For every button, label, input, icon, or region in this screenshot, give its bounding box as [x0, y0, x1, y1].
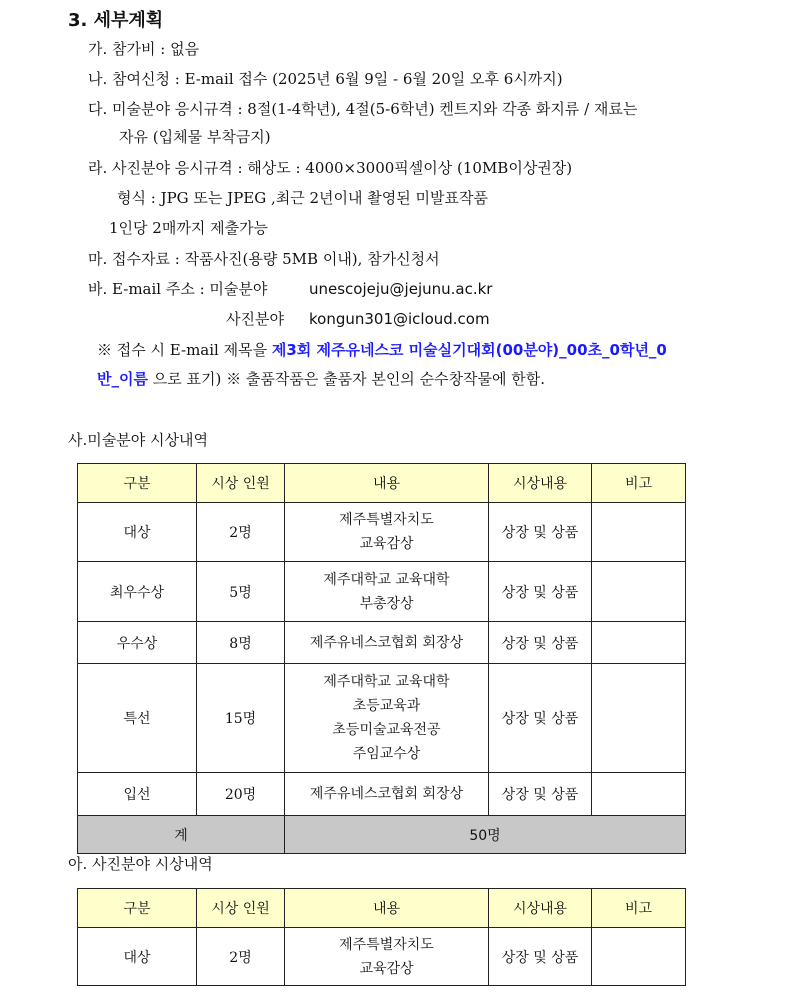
- row-content: [285, 562, 489, 622]
- row-count: 8명: [197, 622, 285, 664]
- header-count: 시상 인원: [197, 464, 285, 503]
- content-line: 제주유네스코협회 회장상: [309, 786, 464, 802]
- row-note: [592, 664, 686, 773]
- row-note: [592, 503, 686, 562]
- row-content: [285, 928, 489, 986]
- header-count: 시상 인원: [197, 889, 285, 928]
- header-note: 비고: [592, 464, 686, 503]
- content-line: 교육감상: [359, 960, 414, 977]
- note-line-1: [97, 340, 667, 360]
- section-title: 3. 세부계획: [68, 10, 164, 31]
- note-prefix: ※ 접수 시 E-mail 제목을: [97, 341, 272, 359]
- table-row: [78, 562, 686, 622]
- table-row: [78, 773, 686, 816]
- content-line: 주임교수상: [352, 746, 421, 762]
- row-note: [592, 622, 686, 664]
- apply-line: 나. 참여신청 : E-mail 접수 (2025년 6월 9일 - 6월 20일 오후 6시까지): [88, 70, 563, 88]
- header-category: 구분: [78, 464, 197, 503]
- row-prize: 상장 및 상품: [489, 928, 592, 986]
- row-category: 대상: [78, 503, 197, 562]
- row-count: 5명: [197, 562, 285, 622]
- table-row: [78, 503, 686, 562]
- row-category: 입선: [78, 773, 197, 816]
- header-content: 내용: [285, 889, 489, 928]
- row-category: 특선: [78, 664, 197, 773]
- row-note: [592, 562, 686, 622]
- photo-awards-table: [77, 888, 686, 986]
- header-prize: 시상내용: [489, 464, 592, 503]
- row-content: [285, 773, 489, 816]
- fee-line: 가. 참가비 : 없음: [88, 40, 200, 58]
- email-photo[interactable]: kongun301@icloud.com: [309, 310, 490, 328]
- content-line: 초등미술교육전공: [332, 722, 441, 738]
- row-category: 대상: [78, 928, 197, 986]
- table-header-row: [78, 889, 686, 928]
- materials-line: 마. 접수자료 : 작품사진(용량 5MB 이내), 참가신청서: [88, 250, 440, 268]
- header-prize: 시상내용: [489, 889, 592, 928]
- content-line: 제주유네스코협회 회장상: [309, 634, 464, 651]
- note-subject-format-2: 반_이름: [97, 370, 148, 388]
- row-content: [285, 503, 489, 562]
- content-line: 제주대학교 교육대학: [323, 674, 450, 690]
- content-line: 제주특별자치도: [339, 936, 434, 953]
- row-note: [592, 928, 686, 986]
- photo-rule-line-1: 라. 사진분야 응시규격 : 해상도 : 4000×3000픽셀이상 (10MB이상권장): [88, 159, 573, 177]
- photo-awards-title: 아. 사진분야 시상내역: [68, 855, 213, 873]
- art-rule-line-1: 다. 미술분야 응시규격 : 8절(1-4학년), 4절(5-6학년) 켄트지와 각종 화지류 / 재료는: [88, 100, 638, 118]
- content-line: 교육감상: [359, 536, 414, 552]
- content-line: 제주대학교 교육대학: [323, 571, 450, 588]
- content-line: 초등교육과: [352, 698, 421, 714]
- row-count: 2명: [197, 503, 285, 562]
- email-art[interactable]: unescojeju@jejunu.ac.kr: [309, 280, 493, 298]
- art-rule-line-2: 자유 (입체물 부착금지): [119, 128, 271, 146]
- row-prize: 상장 및 상품: [489, 562, 592, 622]
- total-row: [78, 816, 686, 854]
- table-row: [78, 622, 686, 664]
- content-line: 부총장상: [359, 595, 414, 612]
- header-content: 내용: [285, 464, 489, 503]
- total-label: 계: [78, 816, 285, 854]
- table-row: [78, 928, 686, 986]
- note-line-2: [97, 369, 545, 389]
- total-value: 50명: [285, 816, 686, 854]
- row-note: [592, 773, 686, 816]
- email-label: 바. E-mail 주소 : 미술분야: [88, 280, 268, 298]
- note-subject-format-1: 제3회 제주유네스코 미술실기대회(00분야)_00초_0학년_0: [271, 341, 667, 359]
- row-prize: 상장 및 상품: [489, 773, 592, 816]
- photo-rule-line-2: 형식 : JPG 또는 JPEG ,최근 2년이내 촬영된 미발표작품: [117, 189, 488, 207]
- header-category: 구분: [78, 889, 197, 928]
- row-content: [285, 622, 489, 664]
- row-count: 20명: [197, 773, 285, 816]
- row-category: 최우수상: [78, 562, 197, 622]
- table-header-row: [78, 464, 686, 503]
- art-awards-title: 사.미술분야 시상내역: [68, 431, 208, 449]
- header-note: 비고: [592, 889, 686, 928]
- row-count: 2명: [197, 928, 285, 986]
- row-prize: 상장 및 상품: [489, 622, 592, 664]
- note-suffix: 으로 표기) ※ 출품작품은 출품자 본인의 순수창작물에 한함.: [147, 370, 546, 388]
- row-prize: 상장 및 상품: [489, 503, 592, 562]
- email-photo-label: 사진분야: [226, 310, 284, 328]
- photo-rule-line-3: 1인당 2매까지 제출가능: [109, 219, 269, 237]
- row-content: [285, 664, 489, 773]
- table-row: [78, 664, 686, 773]
- content-line: 제주특별자치도: [339, 512, 434, 528]
- row-count: 15명: [197, 664, 285, 773]
- row-category: 우수상: [78, 622, 197, 664]
- row-prize: 상장 및 상품: [489, 664, 592, 773]
- art-awards-table: [77, 463, 686, 854]
